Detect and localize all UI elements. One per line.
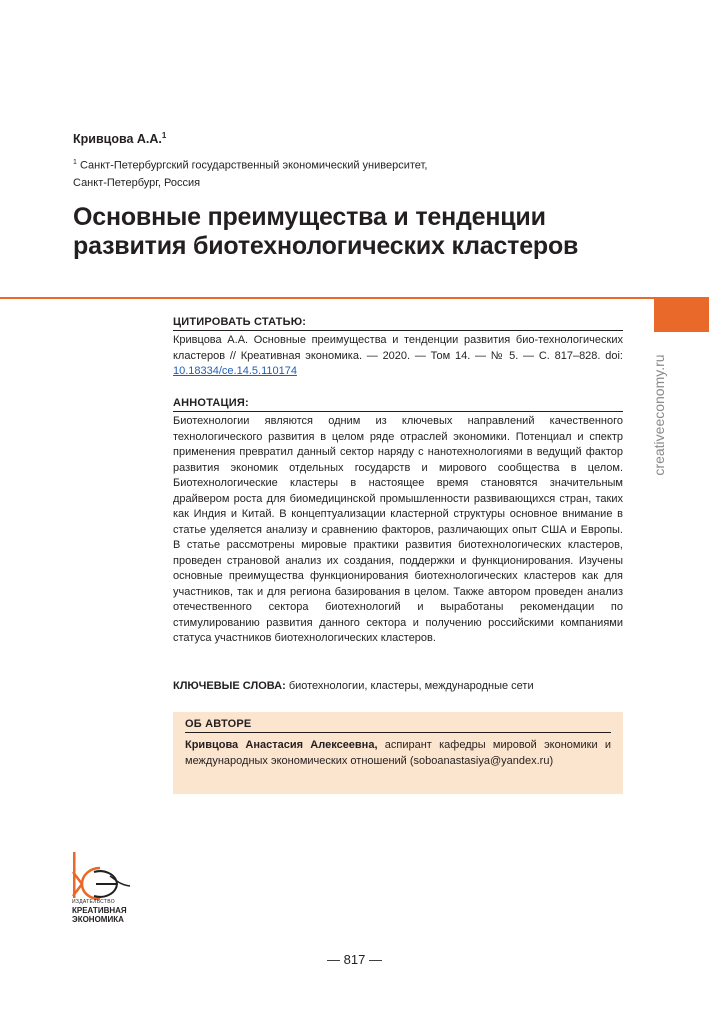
author-name: Кривцова А.А.$^1$	[73, 131, 167, 147]
doi-link[interactable]: 10.18334/ce.14.5.110174	[173, 365, 297, 377]
abstract-section	[173, 397, 623, 647]
author-affiliation: $^1$ Санкт-Петербургский государственный экономический университет, Санкт-Петербург, Россия	[73, 159, 428, 189]
keywords-label: КЛЮЧЕВЫЕ СЛОВА:	[173, 680, 286, 692]
side-label: creativeeconomy.ru	[651, 354, 667, 476]
cite-text: Кривцова А.А. Основные преимущества и тенденции развития био-технологических кластеров // Креативная экономика. — 2020. — Том 14. — № 5. — С. 817–828. doi: 10.18334/ce.14.5.110174	[173, 334, 623, 377]
article-title: Основные преимущества и тенденции развития биотехнологических кластеров	[73, 203, 579, 260]
accent-rule	[0, 297, 709, 299]
about-author-box	[173, 712, 623, 794]
logo-small-text: ИЗДАТЕЛЬСТВО	[72, 899, 115, 905]
about-text: Кривцова Анастасия Алексеевна, аспирант кафедры мировой экономики и международных экономических отношений (soboanastasiya@yandex.ru)	[185, 739, 611, 767]
abstract-text: Биотехнологии являются одним из ключевых направлений качественного технологического развития в целом ряде отраслей экономики. Потенциал и спектр применения превратил данный сектор наряду с нанотехнологиями в ведущий фактор развития экономик отдельных государств и мирового сообщества в целом. Биотехнологические кластеры в настоящее время становятся значительным драйвером роста для биомедицинской промышленности развивающихся стран, таких как Индия и Китай. В концептуализации кластерной структуры основное внимание в статье уделяется анализу и сравнению факторов, различающих опыт США и Европы. В статье рассмотрены мировые практики развития биотехнологических кластеров, проведен страновой анализ их создания, поддержки и функционирования. Изучены основные преимущества функционирования биотехнологических кластеров как для участников, так и для региона базирования в целом. Также автором проведен анализ отечественного сектора биотехнологий и выработаны рекомендации по стимулированию развития данного сектора и получению российскими компаниями статуса участников биотехнологических кластеров.	[173, 415, 623, 644]
keywords	[173, 680, 623, 692]
abstract-heading: АННОТАЦИЯ:	[173, 397, 623, 412]
cite-section	[173, 316, 623, 380]
about-heading: ОБ АВТОРЕ	[185, 718, 611, 733]
logo-text: КРЕАТИВНАЯ ЭКОНОМИКА	[72, 906, 127, 924]
cite-heading: ЦИТИРОВАТЬ СТАТЬЮ:	[173, 316, 623, 331]
accent-tab	[654, 299, 709, 332]
page-number: — 817 —	[327, 952, 382, 967]
keywords-text: биотехнологии, кластеры, международные сети	[288, 680, 534, 692]
